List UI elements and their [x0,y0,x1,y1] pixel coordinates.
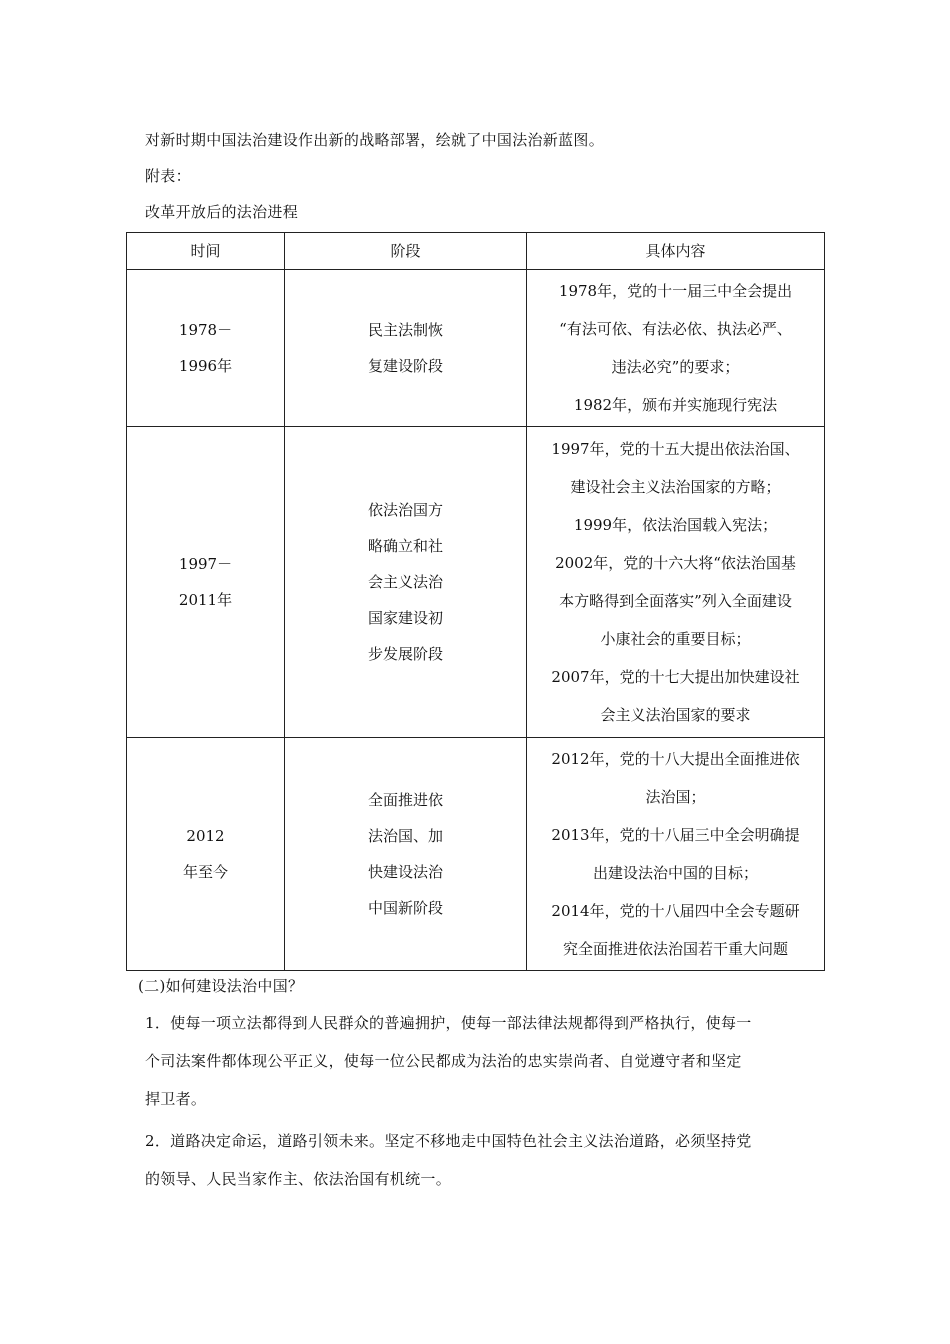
content-line: 1978年，党的十一届三中全会提出 [558,282,793,300]
time-line: 1978－ [178,321,233,339]
paragraph-line: 的领导、人民当家作主、依法治国有机统一。 [145,1170,452,1188]
stage-line: 国家建设初 [367,609,443,627]
stage-line: 步发展阶段 [367,645,443,663]
table-row [127,738,825,971]
content-line: 小康社会的重要目标； [600,630,751,648]
content-line: 2014年，党的十八届四中全会专题研 [551,902,800,920]
content-line: 1997年，党的十五大提出依法治国、 [551,440,800,458]
stage-line: 依法治国方 [367,501,443,519]
time-cell [127,270,285,427]
header-stage: 阶段 [285,233,527,270]
content-cell [527,270,825,427]
content-line: 违法必究”的要求； [611,358,740,376]
content-line: 建设社会主义法治国家的方略； [570,478,781,496]
time-line: 1996年 [178,357,233,375]
paragraph-line: 个司法案件都体现公平正义，使每一位公民都成为法治的忠实崇尚者、自觉遵守者和坚定 [145,1052,742,1070]
stage-line: 民主法制恢 [367,321,443,339]
table-row [127,270,825,427]
paragraph-line: 2．道路决定命运，道路引领未来。坚定不移地走中国特色社会主义法治道路，必须坚持党 [145,1132,752,1150]
table-caption: 改革开放后的法治进程 [145,203,299,221]
content-line: 2012年，党的十八大提出全面推进依 [551,750,800,768]
section-subheading: (二)如何建设法治中国？ [138,977,304,995]
paragraph-line: 1．使每一项立法都得到人民群众的普遍拥护，使每一部法律法规都得到严格执行，使每一 [145,1014,752,1032]
content-line: 法治国； [645,788,706,806]
content-line: 出建设法治中国的目标； [592,864,758,882]
list-item [145,1122,825,1198]
time-line: 2012 [186,827,225,845]
stage-cell [285,270,527,427]
header-time: 时间 [127,233,285,270]
content-cell [527,427,825,738]
stage-line: 略确立和社 [367,537,443,555]
stage-line: 复建设阶段 [367,357,443,375]
stage-line: 全面推进依 [367,791,443,809]
content-line: 1982年，颁布并实施现行宪法 [573,396,778,414]
list-item [145,1004,825,1118]
content-line: 究全面推进依法治国若干重大问题 [562,940,788,958]
content-line: 会主义法治国家的要求 [600,706,751,724]
content-line: 2007年，党的十七大提出加快建设社 [551,668,800,686]
time-line: 1997－ [178,555,233,573]
rule-of-law-progress-table [126,232,825,971]
table-row [127,427,825,738]
content-line: 2013年，党的十八届三中全会明确提 [551,826,800,844]
time-cell [127,738,285,971]
content-cell [527,738,825,971]
time-line: 年至今 [182,863,228,881]
content-line: 1999年，依法治国载入宪法； [573,516,778,534]
header-content: 具体内容 [527,233,825,270]
content-line: 2002年，党的十六大将“依法治国基 [555,554,796,572]
stage-cell [285,738,527,971]
stage-line: 中国新阶段 [367,899,443,917]
content-line: 本方略得到全面落实”列入全面建设 [559,592,792,610]
stage-line: 法治国、加 [367,827,443,845]
appendix-label: 附表： [145,167,191,185]
time-line: 2011年 [178,591,233,609]
intro-text: 对新时期中国法治建设作出新的战略部署，绘就了中国法治新蓝图。 [145,131,605,149]
stage-line: 会主义法治 [367,573,443,591]
stage-line: 快建设法治 [367,863,443,881]
paragraph-line: 捍卫者。 [145,1090,207,1108]
stage-cell [285,427,527,738]
time-cell [127,427,285,738]
table-header-row [127,233,825,270]
content-line: “有法可依、有法必依、执法必严、 [559,320,792,338]
